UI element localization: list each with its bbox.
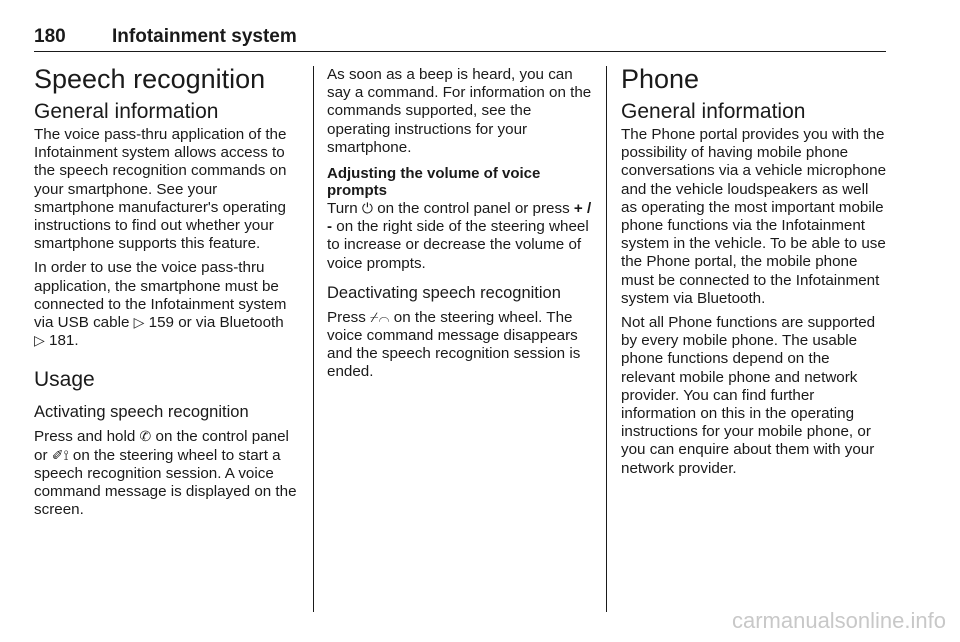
paragraph-beep: As soon as a beep is heard, you can say a command. For information on the commands supported, see the operating instructions for your smartphone. <box>327 66 592 156</box>
column-divider-2 <box>606 66 607 612</box>
column-divider-1 <box>313 66 314 612</box>
phone-icon: ✆ <box>139 429 152 446</box>
heading-activating: Activating speech recognition <box>34 403 249 422</box>
voice-icon: ✐⟟ <box>51 447 69 464</box>
heading-general-information: General information <box>34 100 219 123</box>
watermark: carmanualsonline.info <box>731 608 946 633</box>
reference-arrow-icon: ▷ <box>133 315 145 332</box>
section-title: Infotainment system <box>112 26 297 47</box>
page-number: 180 <box>34 26 66 47</box>
end-call-icon: ⌿⌒ <box>370 309 390 326</box>
column-1 <box>34 64 300 525</box>
page-reference: 181 <box>49 332 75 350</box>
heading-usage: Usage <box>34 368 95 392</box>
paragraph-phone-functions: Not all Phone functions are supported by every mobile phone. The usable phone functions depend on the relevant mobile phone and network provider. You can find further information on this in the operating instructions for your mobile phone, or you can enquire about them with your network provider. <box>621 314 876 477</box>
heading-adjusting-volume: Adjusting the volume of voice prompts <box>327 165 541 200</box>
page-header <box>34 26 886 50</box>
header-rule <box>34 51 886 52</box>
heading-deactivating: Deactivating speech recognition <box>327 283 561 302</box>
power-knob-icon: ⏻ <box>361 201 373 218</box>
heading-phone: Phone <box>621 64 700 94</box>
heading-speech-recognition: Speech recognition <box>34 64 266 94</box>
paragraph-deactivating: Press ⌿⌒ on the steering wheel. The voice command message disappears and the speech recognition session is ended. <box>327 308 581 381</box>
column-3 <box>621 64 887 484</box>
paragraph-adjusting-volume: Turn ⏻ on the control panel or press + / - on the right side of the steering wheel to increase or decrease the volume of voice prompts. <box>327 200 592 272</box>
page-reference: 159 <box>148 314 174 332</box>
heading-general-information: General information <box>621 100 806 123</box>
paragraph-connection: In order to use the voice pass-thru application, the smartphone must be connected to the Infotainment system via USB cable ▷ 159 or via Bluetooth ▷ 181. <box>34 259 287 350</box>
paragraph-voice-pass-thru: The voice pass-thru application of the Infotainment system allows access to the speech recognition commands on your smartphone. See your smartphone manufacturer's operating instructions to find out whether your smartphone supports this feature. <box>34 126 287 253</box>
paragraph-phone-portal: The Phone portal provides you with the possibility of having mobile phone conversations via a vehicle microphone and the vehicle loudspeakers as well as operating the most important mobile phone functions via the Infotainment system in the vehicle. To be able to use the Phone portal, the mobile phone must be connected to the Infotainment system via Bluetooth. <box>621 126 887 307</box>
paragraph-activating: Press and hold ✆ on the control panel or ✐⟟ on the steering wheel to start a speech recognition session. A voice command message is displayed on the screen. <box>34 428 297 519</box>
column-2 <box>327 66 595 388</box>
reference-arrow-icon: ▷ <box>34 333 45 350</box>
